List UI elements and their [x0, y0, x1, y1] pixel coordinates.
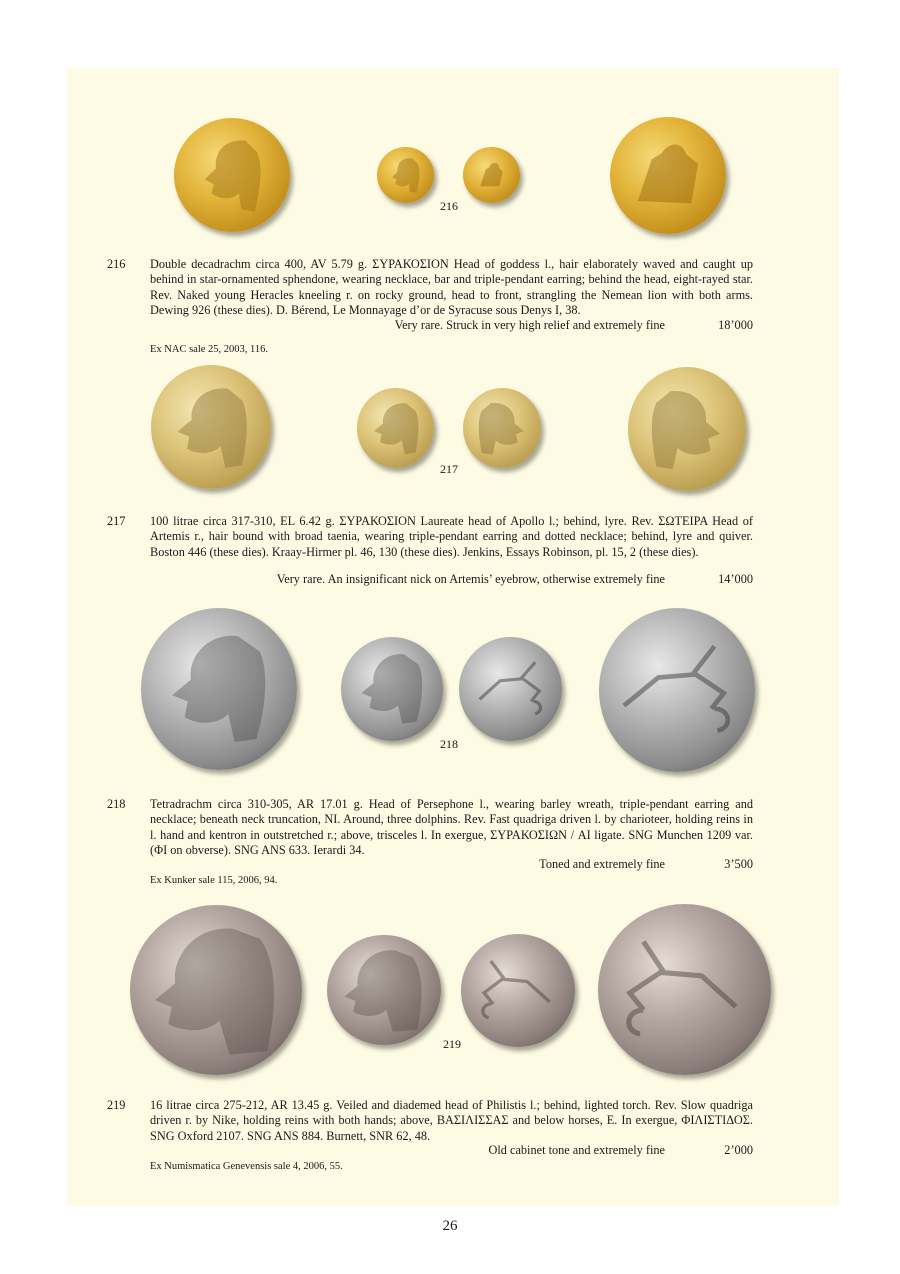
coin-reverse-small: [459, 637, 562, 741]
lot-entry-216: [107, 257, 753, 357]
lot-description: Tetradrachm circa 310-305, AR 17.01 g. Head of Persephone l., wearing barley wreath, triple-pendant earring and necklace; beneath neck truncation, NI. Around, three dolphins. Rev. Fast quadriga driven l. by charioteer, holding reins in l. hand and kentron in outstretched r.; above, trisceles l. In exergue, ΣΥΡΑΚΟΣΙΩΝ / AI ligate. SNG Munchen 1209 var. (ΦI on obverse). SNG ANS 633. Ierardi 34.: [150, 797, 753, 857]
coin-obverse-small: [341, 637, 443, 741]
head-left-icon: [174, 118, 290, 232]
coin-reverse-large: [599, 608, 755, 772]
coin-obverse-large: [141, 608, 297, 770]
coin-obverse-large: [151, 365, 271, 489]
lot-number: 216: [107, 257, 126, 271]
lot-price: 2’000: [724, 1143, 753, 1157]
image-lot-number: 217: [440, 462, 458, 476]
lot-grade: Toned and extremely fine: [539, 857, 665, 871]
lot-provenance: Ex Numismatica Genevensis sale 4, 2006, 55.: [150, 1161, 343, 1172]
lot-price: 3’500: [724, 857, 753, 871]
lot-number: 218: [107, 797, 126, 811]
coin-obverse-small: [357, 388, 434, 468]
coin-reverse-small: [461, 934, 575, 1047]
lot-price: 14’000: [718, 572, 753, 586]
lot-grade-line: [150, 1143, 753, 1159]
coin-obverse-large: [130, 905, 302, 1075]
lot-grade: Very rare. An insignificant nick on Artemis’ eyebrow, otherwise extremely fine: [276, 572, 665, 586]
lot-grade-line: [150, 318, 753, 334]
coin-obverse-small: [377, 147, 434, 203]
lot-number: 217: [107, 514, 126, 528]
coin-reverse-large: [628, 367, 746, 491]
lot-entry-217: [107, 514, 753, 594]
lot-entry-219: [107, 1098, 753, 1162]
lot-description: 100 litrae circa 317-310, EL 6.42 g. ΣΥΡΑΚΟΣΙΟΝ Laureate head of Apollo l.; behind, lyre. Rev. ΣΩΤΕΙΡΑ Head of Artemis r., hair bound with broad taenia, wearing triple-pendant earring and dotted necklace; behind, lyre and quiver. Boston 446 (these dies). Kraay-Hirmer pl. 46, 130 (these dies). Jenkins, Essays Robinson, pl. 15, 2 (these dies).: [150, 514, 753, 559]
lot-entry-218: [107, 797, 753, 877]
image-lot-number: 218: [440, 737, 458, 751]
lot-grade: Very rare. Struck in very high relief and extremely fine: [394, 318, 665, 332]
lot-description: Double decadrachm circa 400, AV 5.79 g. ΣΥΡΑΚΟΣΙΟΝ Head of goddess l., hair elaborately waved and caught up behind in star-ornamented sphendone, wearing necklace, bar and triple-pendant earring; behind the head, eight-rayed star. Rev. Naked young Heracles kneeling r. on rocky ground, head to front, strangling the Nemean lion with both arms. Dewing 926 (these dies). D. Bérend, Le Monnayage d’or de Syracuse sous Denys I, 38.: [150, 257, 753, 317]
page-number: 26: [442, 1218, 458, 1234]
lot-grade-line: [150, 857, 753, 873]
coin-reverse-small: [463, 147, 520, 203]
coin-obverse-large: [174, 118, 290, 232]
coin-reverse-small: [463, 388, 541, 468]
lot-grade: Old cabinet tone and extremely fine: [488, 1143, 665, 1157]
lot-number: 219: [107, 1098, 126, 1112]
lot-description: 16 litrae circa 275-212, AR 13.45 g. Veiled and diademed head of Philistis l.; behind, lighted torch. Rev. Slow quadriga driven r. by Nike, holding reins with both hands; above, ΒΑΣΙΛΙΣΣΑΣ and below horses, E. In exergue, ΦΙΛΙΣΤΙΔΟΣ. SNG Oxford 2107. SNG ANS 884. Burnett, SNR 62, 48.: [150, 1098, 753, 1143]
coin-reverse-large: [598, 904, 771, 1075]
coin-reverse-large: [610, 117, 726, 234]
image-lot-number: 219: [443, 1037, 461, 1051]
lot-provenance: Ex NAC sale 25, 2003, 116.: [150, 344, 269, 355]
lot-provenance: Ex Kunker sale 115, 2006, 94.: [150, 875, 278, 886]
lot-grade-line: [150, 572, 753, 588]
lot-price: 18’000: [718, 318, 753, 332]
image-lot-number: 216: [440, 199, 458, 213]
coin-obverse-small: [327, 935, 441, 1045]
